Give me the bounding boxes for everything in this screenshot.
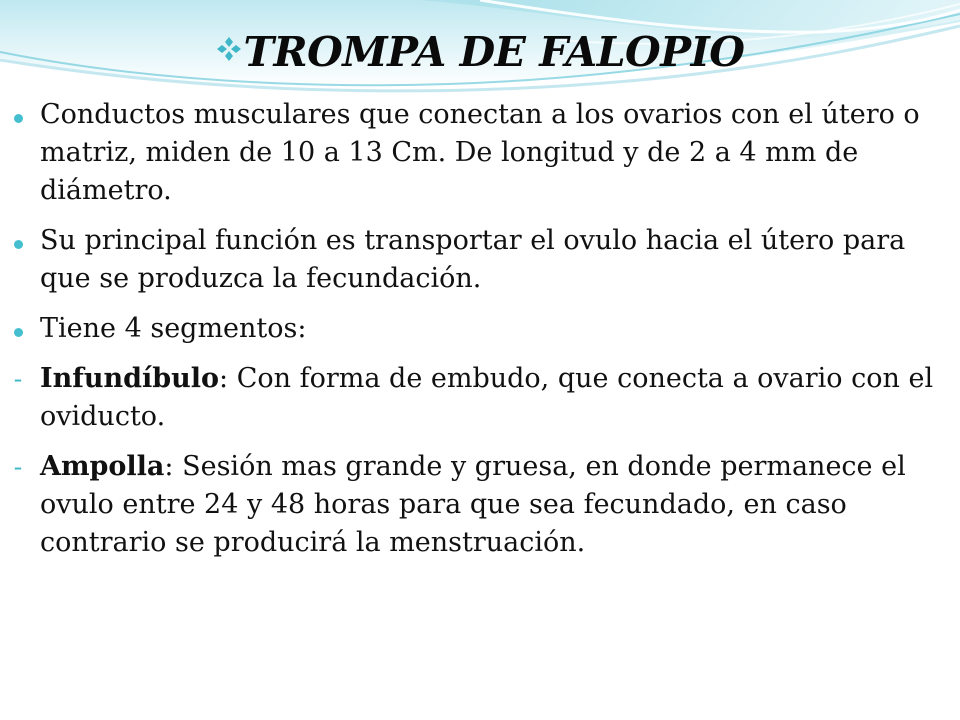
segment-term: Ampolla — [40, 451, 165, 482]
slide-content — [0, 96, 960, 574]
segment-item-infundibulo — [0, 360, 960, 436]
bullet-text: Tiene 4 segmentos: — [40, 313, 307, 344]
segment-description: : Sesión mas grande y gruesa, en donde permanece el ovulo entre 24 y 48 horas para que sea fecundado, en caso contrario se producirá la menstruación. — [40, 451, 906, 558]
bullet-marker — [0, 310, 36, 348]
diamond-quad-icon — [216, 36, 242, 62]
dash-marker — [0, 448, 36, 486]
segment-item-ampolla — [0, 448, 960, 562]
bullet-dot-icon — [14, 240, 23, 249]
bullet-dot-icon — [14, 114, 23, 123]
bullet-item-2 — [0, 222, 960, 298]
bullet-text: Conductos musculares que conectan a los ovarios con el útero o matriz, miden de 10 a 13 Cm. De longitud y de 2 a 4 mm de diámetro. — [40, 99, 920, 206]
dash-icon: - — [13, 453, 23, 481]
bullet-marker — [0, 96, 36, 134]
dash-icon: - — [13, 365, 23, 393]
segment-description: : Con forma de embudo, que conecta a ovario con el oviducto. — [40, 363, 934, 432]
bullet-text: Su principal función es transportar el ovulo hacia el útero para que se produzca la fecundación. — [40, 225, 906, 294]
slide-title-text: TROMPA DE FALOPIO — [243, 28, 745, 76]
bullet-item-1 — [0, 96, 960, 210]
segment-term: Infundíbulo — [40, 363, 220, 394]
bullet-marker — [0, 222, 36, 260]
bullet-dot-icon — [14, 328, 23, 337]
dash-marker — [0, 360, 36, 398]
bullet-item-3 — [0, 310, 960, 348]
slide-title — [0, 26, 960, 78]
